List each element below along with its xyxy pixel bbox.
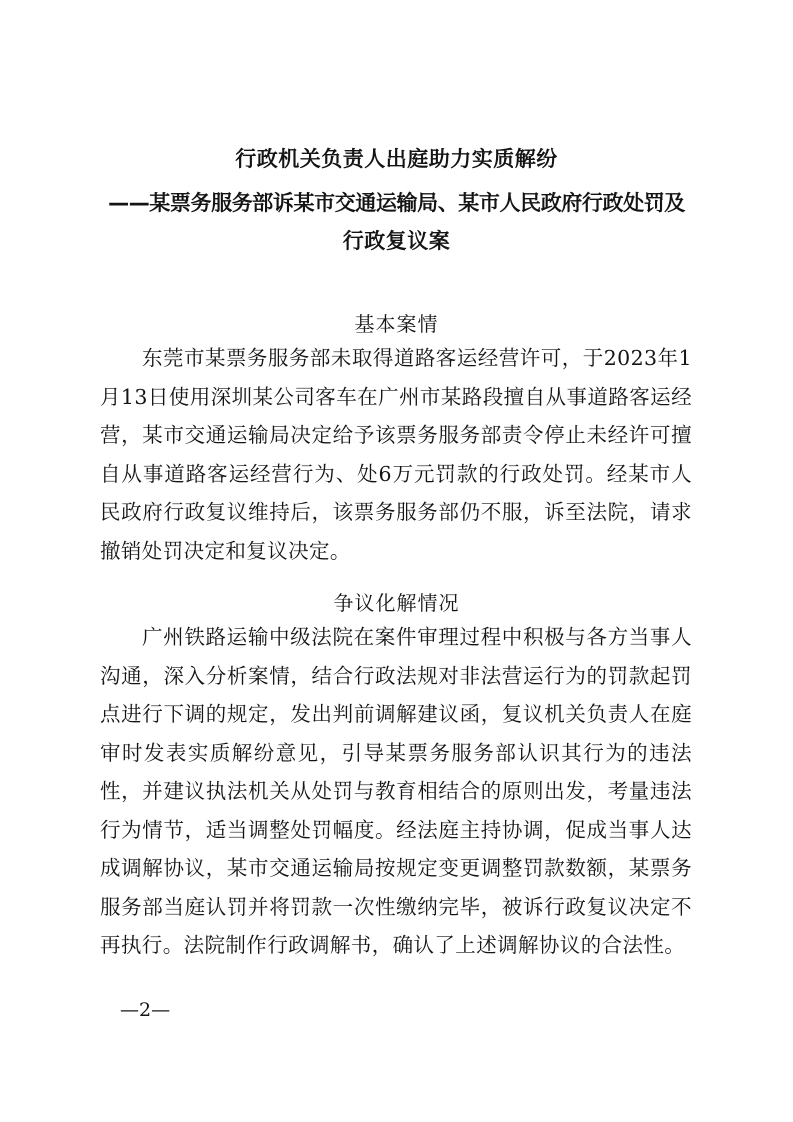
paragraph-basic-facts: 东莞市某票务服务部未取得道路客运经营许可，于2023年1月13日使用深圳某公司客车在广州市某路段擅自从事道路客运经营，某市交通运输局决定给予该票务服务部责令停止未经许可擅自从事道路客运经营行为、处6万元罚款的行政处罚。经某市人民政府行政复议维持后，该票务服务部仍不服，诉至法院，请求撤销处罚决定和复议决定。 xyxy=(100,346,692,563)
page-number: —2— xyxy=(120,999,171,1021)
paragraph-dispute-resolution: 广州铁路运输中级法院在案件审理过程中积极与各方当事人沟通，深入分析案情，结合行政法规对非法营运行为的罚款起罚点进行下调的规定，发出判前调解建议函，复议机关负责人在庭审时发表实质解纷意见，引导某票务服务部认识其行为的违法性，并建议执法机关从处罚与教育相结合的原则出发，考量违法行为情节，适当调整处罚幅度。经法庭主持协调，促成当事人达成调解协议，某市交通运输局按规定变更调整罚款数额，某票务服务部当庭认罚并将罚款一次性缴纳完毕，被诉行政复议决定不再执行。法院制作行政调解书，确认了上述调解协议的合法性。 xyxy=(100,625,692,957)
title-line-1: 行政机关负责人出庭助力实质解纷 xyxy=(235,147,558,171)
title-line-2: ——某票务服务部诉某市交通运输局、某市人民政府行政处罚及 xyxy=(108,191,685,215)
title-line-3: 行政复议案 xyxy=(342,229,451,253)
section-heading-dispute-resolution: 争议化解情况 xyxy=(333,591,460,615)
section-heading-basic-facts: 基本案情 xyxy=(354,312,439,336)
